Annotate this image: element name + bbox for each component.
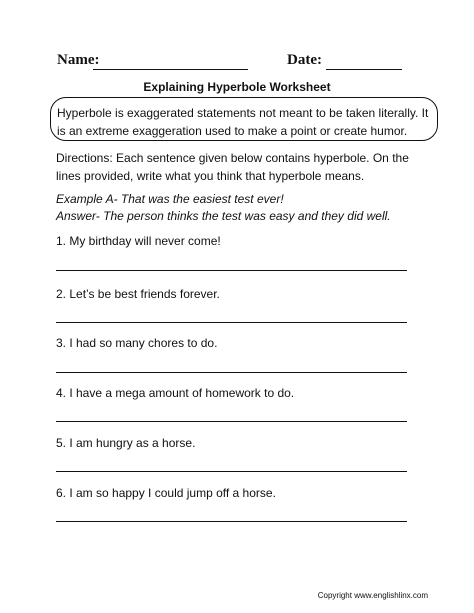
directions-text: Directions: Each sentence given below contains hyperbole. On the lines provided, write what you think that hyperbole means. xyxy=(56,151,409,183)
answer-line-2[interactable] xyxy=(56,322,407,323)
answer-line-3[interactable] xyxy=(56,372,407,373)
answer-line-4[interactable] xyxy=(56,421,407,422)
definition-text: Hyperbole is exaggerated statements not meant to be taken literally. It is an extreme exaggeration used to make a point or create humor. xyxy=(57,106,429,138)
question-2: 2. Let’s be best friends forever. xyxy=(56,287,220,301)
name-label: Name: xyxy=(57,52,100,68)
question-3: 3. I had so many chores to do. xyxy=(56,336,218,350)
date-field-line[interactable] xyxy=(326,69,402,70)
answer-line-1[interactable] xyxy=(56,270,407,271)
name-field-line[interactable] xyxy=(93,69,248,70)
question-4: 4. I have a mega amount of homework to do. xyxy=(56,386,295,400)
question-5: 5. I am hungry as a horse. xyxy=(56,436,196,450)
date-label: Date: xyxy=(287,52,322,68)
question-6: 6. I am so happy I could jump off a horse. xyxy=(56,486,276,500)
worksheet-title: Explaining Hyperbole Worksheet xyxy=(143,80,331,94)
copyright-text: Copyright www.englishlinx.com xyxy=(317,591,428,600)
example-question: Example A- That was the easiest test ever! xyxy=(56,192,284,206)
answer-line-6[interactable] xyxy=(56,521,407,522)
answer-line-5[interactable] xyxy=(56,471,407,472)
example-answer: Answer- The person thinks the test was easy and they did well. xyxy=(56,209,391,223)
question-1: 1. My birthday will never come! xyxy=(56,234,221,248)
